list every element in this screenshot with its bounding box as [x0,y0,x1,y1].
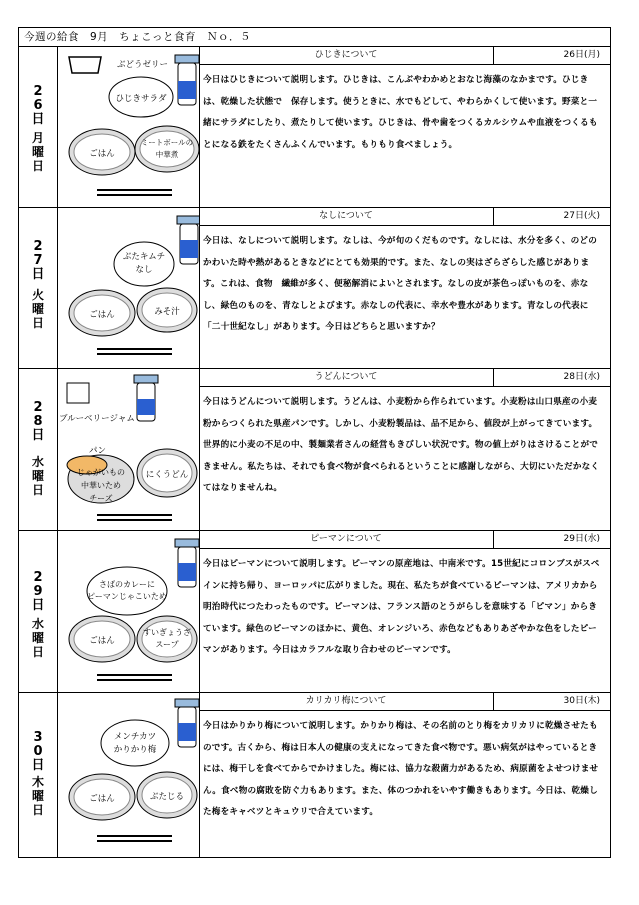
topic-cell [199,47,610,207]
day-row [18,531,611,693]
topic-title: なしについて [199,208,494,226]
day-row [18,208,611,369]
menu-illustration [57,531,200,692]
topic-text: 今日はひじきについて説明します。ひじきは、こんぶやわかめとおなじ海藻のなかまです。ひじきは、乾燥した状態で 保存します。使うときに、水でもどして、やわらかくして使います。野菜と一緒にサラダにしたり、煮たりして使います。ひじきは、骨や歯をつくるカルシウムや血液をつくるもとになる鉄をたくさんふくんでいます。もりもり食べましょう。 [203,75,598,150]
menu-label: ぶたキムチ [122,252,166,262]
menu-illustration [57,369,200,530]
milk-label-icon [137,399,155,415]
milk-cap-icon [175,55,199,63]
topic-text: 今日はピーマンについて説明します。ピーマンの原産地は、中南米です。15世紀にコロンブスがスペインに持ち帰り、ヨーロッパに広がりました。現在、私たちが食べているピーマンは、アメリカから明治時代につたわったものです。ピーマンは、フランス語のとうがらしを意味する「ピマン」からきています。緑色のピーマンのほかに、黄色、オレンジいろ、赤色などもありあざやかな色をしたピーマンがあります。今日はカラフルな取り合わせのピーマンです。 [203,559,600,655]
day-cell [19,369,58,530]
side-plate-icon [101,720,169,766]
menu-label: ブルーベリージャム [59,414,135,424]
menu-label: ごはん [89,310,115,320]
menu-label: かりかり梅 [113,745,157,755]
day-weekday: 木 曜 日 [31,775,44,817]
chopsticks-icon [97,189,172,191]
menu-label: なし [135,265,153,275]
menu-label: ぶたじる [149,792,185,802]
milk-cap-icon [134,375,158,383]
milk-label-icon [178,563,196,581]
menu-label: さばのカレーに [99,580,155,589]
chopsticks-icon [97,835,172,837]
menu-illustration [57,208,200,368]
menu-label: じゃがいもの [77,468,125,477]
topic-date: 26日(月) [493,47,610,65]
day-weekday: 水 曜 日 [31,455,44,497]
menu-illustration [57,47,200,207]
day-date: 2 9 日 [31,570,45,613]
topic-title: ひじきについて [199,47,494,65]
day-weekday: 月 曜 日 [31,131,44,173]
day-weekday: 火 曜 日 [31,288,44,330]
menu-label: ひじきサラダ [115,94,167,104]
topic-date: 29日(水) [493,531,610,549]
topic-text: 今日はうどんについて説明します。うどんは、小麦粉から作られています。小麦粉は山口県産の小麦粉からつくられた県産パンです。しかし、小麦粉製品は、品不足から、値段が上がってきています。世界的に小麦の不足の中、製麺業者さんの経営もきびしい状況です。物の値上がりはさけることができません。私たちは、それでも食べ物が食べられるということに感謝しながら、大切にいただかなくてはなりませんね。 [203,397,600,493]
topic-title: ピーマンについて [199,531,494,549]
menu-label: ミートボールの [140,138,194,147]
day-date: 2 7 日 [31,239,45,282]
day-cell [19,531,58,692]
topic-text: 今日は、なしについて説明します。なしは、今が旬のくだものです。なしには、水分を多く、のどのかわいた時や熱があるときなどにとても効果的です。また、なしの実はざらざらした感じがあります。これは、食物 繊維が多く、便秘解消によいとされます。なしの皮が茶色っぽいものを、赤なし、緑色のものを、青なしとよびます。赤なしの代表に、幸水や豊水があります。青なしの代表に「二十世紀なし」があります。今日はどちらと思いますか？ [203,236,598,332]
menu-label: みそ汁 [154,307,180,317]
topic-date: 27日(火) [493,208,610,226]
page-header: 今週の給食 9月 ちょこっと食育 Ｎｏ．５ [18,27,611,47]
tray-drawing [57,693,199,858]
topic-cell [199,531,610,692]
menu-label: 中華いため [81,481,121,490]
topic-cell [199,208,610,368]
tray-drawing [57,369,199,531]
menu-label: ぶどうゼリー [117,60,169,70]
day-cell [19,47,58,207]
menu-grid [18,46,611,858]
jelly-cup-icon [69,57,101,73]
milk-label-icon [178,81,196,99]
milk-cap-icon [177,216,199,224]
day-weekday: 水 曜 日 [31,617,44,659]
milk-label-icon [180,240,198,258]
tray-drawing [57,531,199,693]
menu-label: にくうどん [145,470,189,480]
day-cell [19,208,58,368]
topic-cell [199,369,610,530]
menu-label: ごはん [89,794,115,804]
milk-label-icon [178,723,196,741]
menu-label: ごはん [89,149,115,159]
menu-label: パン [89,446,107,456]
topic-text: 今日はかりかり梅について説明します。かりかり梅は、その名前のとり梅をカリカリに乾燥させたものです。古くから、梅は日本人の健康の支えになってきた食べ物です。悪い病気がはやっているときには、梅干しを食べてからでかけました。梅には、協力な殺菌力があるため、病原菌をよせつけません。食べ物の腐敗を防ぐ力もあります。また、体のつかれをいやす働きもあります。今日は、乾燥した梅をキャベツとキュウリで合えています。 [203,721,599,817]
day-date: 2 6 日 [31,84,45,127]
menu-label: チーズ [89,494,113,503]
tray-drawing [57,47,199,209]
topic-cell [199,693,610,857]
day-date: 2 8 日 [31,400,45,443]
tray-drawing [57,208,199,369]
chopsticks-icon [97,348,172,350]
day-date: 3 0 日 [31,730,45,773]
chopsticks-icon [97,514,172,516]
menu-label: ごはん [89,636,115,646]
milk-cap-icon [175,699,199,707]
topic-title: カリカリ梅について [199,693,494,711]
side-bowl-icon [114,242,174,286]
side-plate-icon [87,567,167,615]
chopsticks-icon [97,674,172,676]
menu-label: ピーマンじゃこいため [87,592,167,601]
menu-illustration [57,693,200,857]
menu-label: 中華煮 [155,150,179,159]
topic-date: 30日(木) [493,693,610,711]
day-cell [19,693,58,857]
menu-label: メンチカツ [113,732,157,742]
menu-label: スープ [155,640,179,649]
menu-label: すいぎょうざ [143,628,191,637]
day-row [18,369,611,531]
day-row [18,693,611,858]
milk-cap-icon [175,539,199,547]
topic-title: うどんについて [199,369,494,387]
day-row [18,46,611,208]
topic-date: 28日(水) [493,369,610,387]
jam-pack-icon [67,383,89,403]
